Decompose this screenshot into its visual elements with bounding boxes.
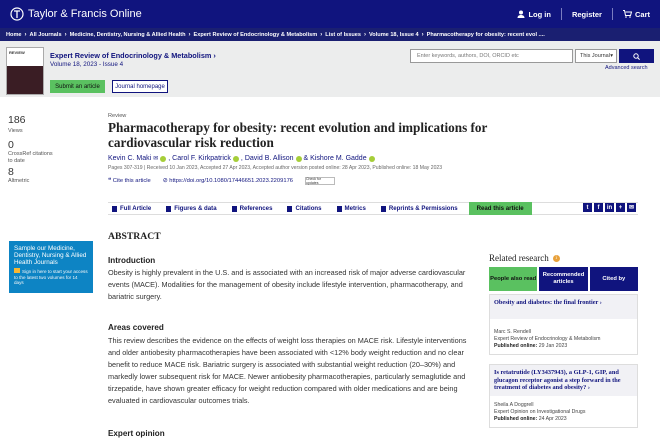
related-article-card[interactable] xyxy=(489,294,638,355)
tab-full-article[interactable] xyxy=(108,202,162,215)
advanced-search-link[interactable]: Advanced search xyxy=(605,65,648,71)
email-icon[interactable]: ✉ xyxy=(153,156,159,162)
abstract-heading: ABSTRACT xyxy=(108,231,161,242)
published-label: Published online: xyxy=(494,415,538,422)
tab-references[interactable] xyxy=(228,202,284,215)
tab-label: Citations xyxy=(295,205,322,212)
chevron-right-icon: › xyxy=(421,31,424,38)
doi-text: https://doi.org/10.1080/17446651.2023.2209176 xyxy=(169,178,294,184)
chevron-right-icon: › xyxy=(24,31,27,38)
section-heading-introduction: Introduction xyxy=(108,256,156,265)
breadcrumb-home[interactable]: Home xyxy=(6,31,22,38)
citation-row xyxy=(108,177,335,185)
chevron-right-icon: › xyxy=(363,31,366,38)
divider xyxy=(561,8,562,20)
search-button[interactable] xyxy=(619,49,654,63)
altmetric-label: Altmetric xyxy=(8,178,30,184)
related-published xyxy=(494,416,633,423)
related-article-card[interactable] xyxy=(489,364,638,428)
chevron-right-icon: › xyxy=(599,299,602,306)
cart-icon xyxy=(623,10,632,18)
article-type: Review xyxy=(108,113,127,119)
help-icon[interactable]: i xyxy=(553,255,560,262)
author-link[interactable]: Carol F. Kirkpatrick xyxy=(172,155,231,162)
link-icon: ⊘ xyxy=(162,178,168,184)
read-article-button[interactable]: Read this article xyxy=(469,202,532,215)
tab-label: Metrics xyxy=(344,205,366,212)
related-published xyxy=(494,343,633,350)
orcid-icon[interactable] xyxy=(369,156,375,162)
published-date: 24 Apr 2023 xyxy=(538,415,567,422)
author-link[interactable]: Kishore M. Gadde xyxy=(310,155,367,162)
login-label: Log in xyxy=(528,9,551,19)
breadcrumb-issues[interactable]: List of Issues xyxy=(325,31,361,38)
journal-volume[interactable]: Volume 18, 2023 - Issue 4 xyxy=(50,61,124,68)
breadcrumb-volume[interactable]: Volume 18, Issue 4 xyxy=(368,31,419,38)
document-icon xyxy=(112,206,117,212)
quote-icon: ❝ xyxy=(108,178,112,184)
related-article-title[interactable] xyxy=(490,365,637,396)
image-icon xyxy=(166,206,171,212)
chevron-right-icon: › xyxy=(320,31,323,38)
sample-journals-promo[interactable] xyxy=(9,241,93,293)
tab-metrics[interactable] xyxy=(333,202,377,215)
search-scope-select[interactable] xyxy=(575,49,617,63)
related-title: Related research xyxy=(489,253,549,263)
related-title-text: Obesity and diabetes: the final frontier xyxy=(494,299,599,306)
divider xyxy=(612,8,613,20)
related-journal: Expert Review of Endocrinology & Metabolism xyxy=(494,336,601,342)
register-label: Register xyxy=(571,9,602,19)
tab-figures[interactable] xyxy=(162,202,227,215)
cite-label: Cite this article xyxy=(112,178,151,184)
site-logo[interactable] xyxy=(10,7,142,21)
chevron-right-icon: › xyxy=(188,31,191,38)
chevron-down-icon: ▾ xyxy=(610,53,613,59)
twitter-icon[interactable]: t xyxy=(583,203,592,212)
doi-link[interactable] xyxy=(163,178,293,184)
user-icon xyxy=(517,10,525,18)
tab-cited-by[interactable]: Cited by xyxy=(590,267,638,291)
section-text-areas-covered: This review describes the evidence on the effects of weight loss therapies on MACE risk. Lifestyle interventions and older antiobesity pharmacotherapies have been associated with <12% body weight reduction and no clear benefit to reduce MACE risk. Bariatric surgery is associated with substantial weight reduction (20–30%) and markedly lower subsequent risk for MACE. Newer antiobesity pharmacotherapies, particularly semaglutide and tirzepatide, have shown greater efficacy for weight reduction compared with older medications and are being evaluated in cardiovascular outcomes trials. xyxy=(108,336,467,405)
tab-reprints[interactable] xyxy=(377,202,469,215)
facebook-icon[interactable]: f xyxy=(594,203,603,212)
email-share-icon[interactable]: ✉ xyxy=(628,205,635,211)
section-heading-areas-covered: Areas covered xyxy=(108,323,164,332)
related-article-meta xyxy=(490,396,637,427)
check-for-updates-badge[interactable]: Check for updates xyxy=(305,177,335,185)
login-link[interactable] xyxy=(517,10,551,19)
share-more-icon[interactable]: + xyxy=(616,203,625,212)
cart-link[interactable] xyxy=(623,10,650,19)
breadcrumb xyxy=(0,28,660,41)
quote-icon xyxy=(287,206,292,212)
chevron-right-icon: › xyxy=(587,384,590,391)
author-separator: , xyxy=(168,155,171,162)
tab-label: Figures & data xyxy=(174,205,217,212)
related-article-title[interactable] xyxy=(490,295,637,319)
tab-label: Full Article xyxy=(120,205,152,212)
promo-signin-link[interactable] xyxy=(14,268,88,286)
article-tabs xyxy=(108,202,638,215)
section-text-introduction: Obesity is highly prevalent in the U.S. and is associated with an increased risk of major adverse cardiovascular events (MACE). Modalities for the management of obesity include lifestyle intervention, pharmacotherapy, and bariatric surgery. xyxy=(108,268,466,301)
altmetric-count[interactable]: 8 xyxy=(8,166,14,178)
related-research-heading xyxy=(489,253,560,263)
related-author: Marc S. Rendell xyxy=(494,329,531,335)
related-author: Sheila A Doggrell xyxy=(494,401,534,408)
related-article-meta xyxy=(490,319,637,354)
related-journal: Expert Opinion on Investigational Drugs xyxy=(494,408,586,415)
chevron-right-icon: › xyxy=(213,51,216,60)
section-heading-expert-opinion: Expert opinion xyxy=(108,429,165,438)
author-separator: , xyxy=(240,155,243,162)
tab-people-also-read[interactable]: People also read xyxy=(489,267,537,291)
crossref-label: CrossRef citations to date xyxy=(8,151,53,164)
breadcrumb-journal[interactable]: Expert Review of Endocrinology & Metabolism xyxy=(193,31,318,38)
published-date: 29 Jan 2023 xyxy=(538,343,568,349)
top-bar xyxy=(0,0,660,28)
orcid-icon[interactable] xyxy=(296,156,302,162)
journal-name-link[interactable] xyxy=(50,51,216,60)
publication-history: Pages 307-319 | Received 10 Jan 2023, Accepted 27 Apr 2023, Accepted author version posted online: 28 Apr 2023, Published online: 18 May 2023 xyxy=(108,165,443,171)
crossref-count: 0 xyxy=(8,139,14,151)
related-title-text: Is retatrutide (LY3437943), a GLP-1, GIP, and glucagon receptor agonist a step forward in the treatment of diabetes and obesity? xyxy=(494,369,621,391)
search-input[interactable]: Enter keywords, authors, DOI, ORCID etc xyxy=(410,49,573,63)
author-list xyxy=(108,155,375,162)
journal-cover[interactable] xyxy=(6,47,44,95)
bar-chart-icon xyxy=(337,206,342,212)
author-link[interactable]: David B. Allison xyxy=(244,155,294,162)
promo-link-text: Sign in here to start your access to the latest two volumes for 14 days xyxy=(14,269,88,285)
orcid-icon[interactable] xyxy=(233,156,239,162)
promo-title: Sample our Medicine, Dentistry, Nursing & Allied Health Journals xyxy=(14,245,87,266)
related-tabs xyxy=(489,267,638,291)
cart-label: Cart xyxy=(634,9,650,19)
share-bar xyxy=(583,203,636,212)
published-label: Published online: xyxy=(494,343,538,349)
tab-citations[interactable] xyxy=(283,202,332,215)
search-icon xyxy=(633,53,640,60)
cite-article-link[interactable] xyxy=(108,178,151,184)
orcid-icon[interactable] xyxy=(160,156,166,162)
tab-label: References xyxy=(239,205,273,212)
breadcrumb-subject[interactable]: Medicine, Dentistry, Nursing & Allied Health xyxy=(69,31,186,38)
breadcrumb-current: Pharmacotherapy for obesity: recent evol .... xyxy=(426,31,545,38)
arrow-right-icon xyxy=(14,268,20,273)
search-scope-value: This Journal xyxy=(580,53,610,59)
register-link[interactable] xyxy=(572,10,602,19)
linkedin-icon[interactable]: in xyxy=(606,204,613,211)
views-label: Views xyxy=(8,128,23,134)
journal-name: Expert Review of Endocrinology & Metabolism xyxy=(50,51,212,60)
site-name: Taylor & Francis Online xyxy=(28,8,142,20)
gear-icon xyxy=(381,206,386,212)
submit-article-button[interactable]: Submit an article xyxy=(50,80,105,93)
views-count: 186 xyxy=(8,114,26,126)
list-icon xyxy=(232,206,237,212)
tab-label: Reprints & Permissions xyxy=(388,205,458,212)
chevron-right-icon: › xyxy=(64,31,67,38)
journal-homepage-button[interactable]: Journal homepage xyxy=(112,80,168,93)
author-separator: & xyxy=(303,155,309,162)
author-link[interactable]: Kevin C. Maki xyxy=(108,155,152,162)
tf-logo-icon xyxy=(10,7,24,21)
breadcrumb-all-journals[interactable]: All Journals xyxy=(29,31,62,38)
tab-recommended-articles[interactable]: Recommended articles xyxy=(539,267,587,291)
article-title: Pharmacotherapy for obesity: recent evolution and implications for cardiovascular risk reduction xyxy=(108,120,488,150)
cover-title: REVIEW xyxy=(7,48,43,66)
